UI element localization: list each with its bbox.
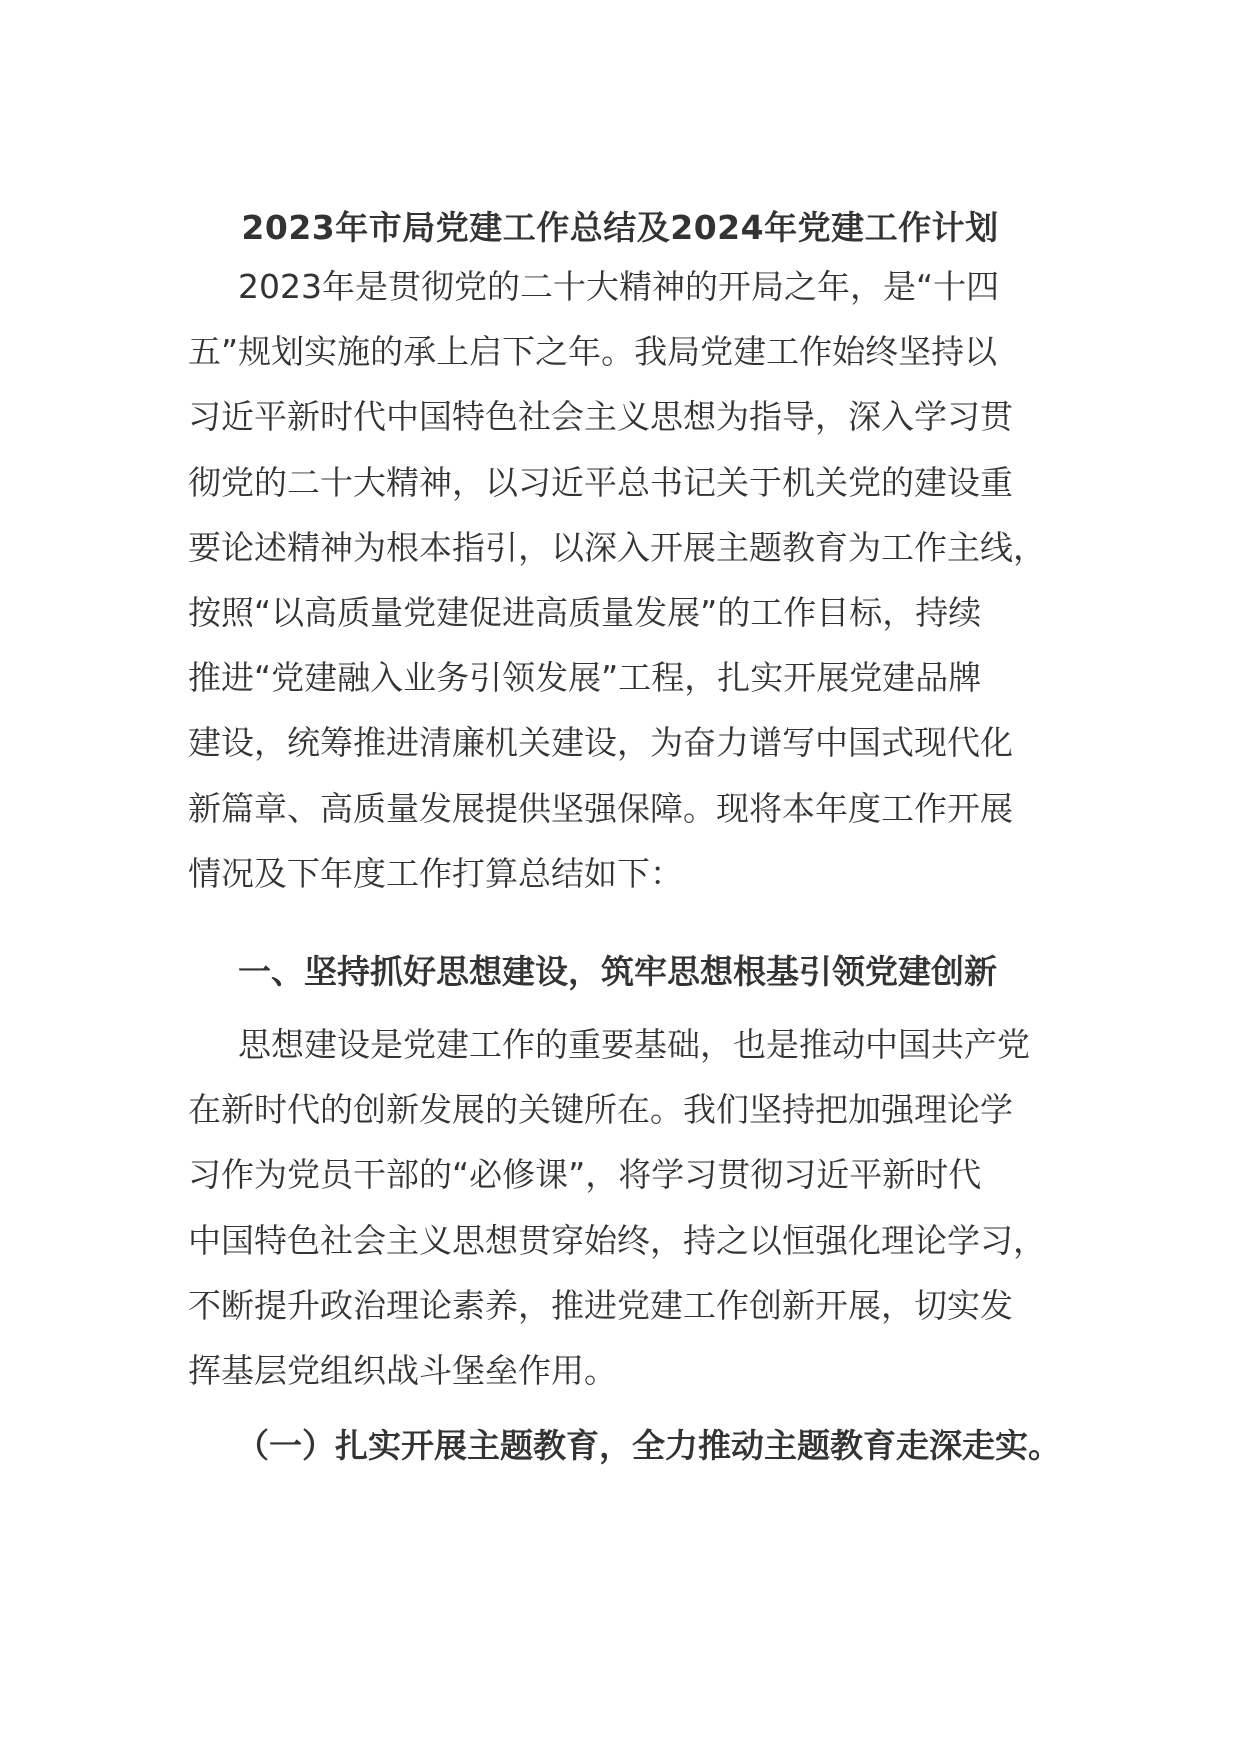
paragraph-line: 思想建设是党建工作的重要基础，也是推动中国共产党 xyxy=(238,1025,1030,1064)
paragraph-line: 推进“党建融入业务引领发展”工程，扎实开展党建品牌 xyxy=(188,658,982,698)
paragraph-line: 挥基层党组织战斗堡垒作用。 xyxy=(188,1350,617,1390)
paragraph-line: 2023年是贯彻党的二十大精神的开局之年，是“十四 xyxy=(238,267,1000,306)
paragraph-line: 情况及下年度工作打算总结如下： xyxy=(188,853,683,893)
paragraph-line: 彻党的二十大精神，以习近平总书记关于机关党的建设重 xyxy=(188,462,1013,502)
paragraph-line: 要论述精神为根本指引，以深入开展主题教育为工作主线， xyxy=(188,527,1046,567)
section-1-paragraph xyxy=(188,1012,1068,1403)
subsection-heading-1: （一）扎实开展主题教育，全力推动主题教育走深走实。 xyxy=(236,1426,1061,1465)
paragraph-line: 新篇章、高质量发展提供坚强保障。现将本年度工作开展 xyxy=(188,788,1013,828)
paragraph-line: 不断提升政治理论素养，推进党建工作创新开展，切实发 xyxy=(188,1285,1013,1325)
paragraph-line: 建设，统筹推进清廉机关建设，为奋力谱写中国式现代化 xyxy=(188,723,1013,763)
paragraph-line: 习近平新时代中国特色社会主义思想为指导，深入学习贯 xyxy=(188,397,1013,437)
section-heading-1: 一、坚持抓好思想建设，筑牢思想根基引领党建创新 xyxy=(238,952,997,991)
document-title: 2023年市局党建工作总结及2024年党建工作计划 xyxy=(241,208,999,247)
paragraph-line: 按照“以高质量党建促进高质量发展”的工作目标，持续 xyxy=(188,592,982,632)
paragraph-line: 在新时代的创新发展的关键所在。我们坚持把加强理论学 xyxy=(188,1090,1013,1130)
intro-paragraph xyxy=(188,254,1068,906)
paragraph-line: 习作为党员干部的“必修课”，将学习贯彻习近平新时代 xyxy=(188,1155,982,1195)
paragraph-line: 五”规划实施的承上启下之年。我局党建工作始终坚持以 xyxy=(188,332,998,372)
paragraph-line: 中国特色社会主义思想贯穿始终，持之以恒强化理论学习， xyxy=(188,1220,1046,1260)
